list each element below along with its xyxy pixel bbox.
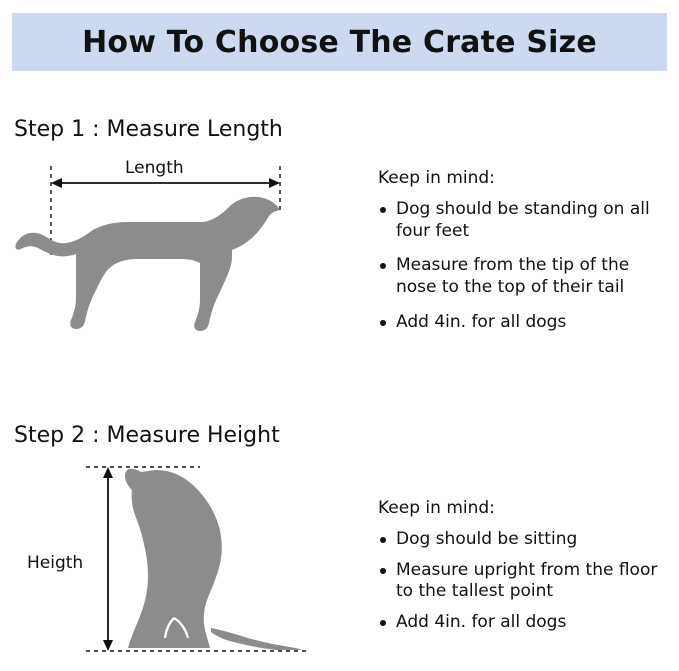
step-1-notes-list <box>378 199 673 334</box>
list-item: Measure from the tip of the nose to the top of their tail <box>378 255 673 299</box>
height-arrow-bottom-head <box>103 640 113 651</box>
height-arrow-top-head <box>103 467 113 478</box>
page-title: How To Choose The Crate Size <box>82 24 597 60</box>
title-banner <box>12 13 667 71</box>
list-item: Add 4in. for all dogs <box>378 312 673 334</box>
list-item: Dog should be standing on all four feet <box>378 199 673 243</box>
step-1-notes <box>378 168 673 347</box>
standing-dog-silhouette <box>15 197 280 331</box>
height-measure-label: Heigth <box>22 553 88 573</box>
step-2-notes-title: Keep in mind: <box>378 498 495 518</box>
step-1-notes-title: Keep in mind: <box>378 168 495 188</box>
step-1-figure <box>8 150 358 395</box>
list-item: Measure upright from the floor to the tallest point <box>378 560 673 604</box>
step-2-heading: Step 2 : Measure Height <box>14 423 280 448</box>
standing-dog-diagram <box>8 150 358 395</box>
list-item: Dog should be sitting <box>378 529 673 551</box>
sitting-dog-silhouette <box>128 470 222 648</box>
length-arrow-right-head <box>269 178 280 188</box>
step-2-notes-list <box>378 529 673 634</box>
step-2-notes <box>378 498 673 643</box>
step-1-heading: Step 1 : Measure Length <box>14 117 283 142</box>
length-measure-label: Length <box>120 158 189 178</box>
list-item: Add 4in. for all dogs <box>378 612 673 634</box>
length-arrow-left-head <box>51 178 62 188</box>
sitting-dog-tail <box>211 628 302 650</box>
